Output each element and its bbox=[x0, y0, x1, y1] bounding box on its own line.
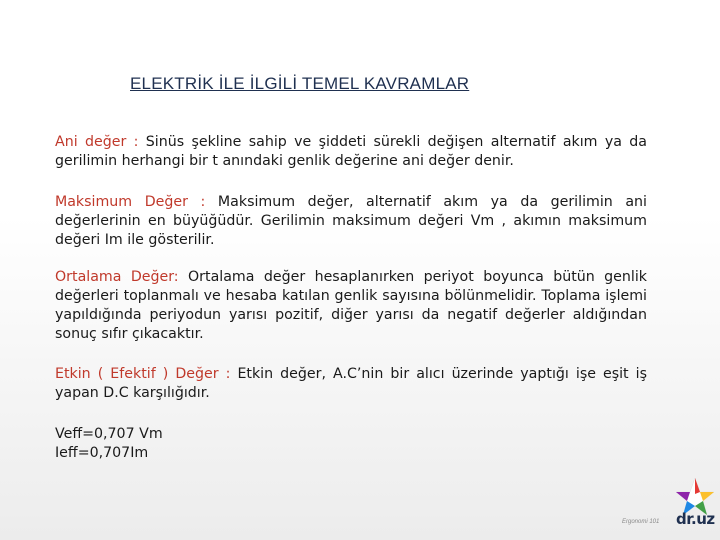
definition-ani-deger bbox=[55, 133, 647, 171]
term-label: Maksimum Değer : bbox=[55, 194, 206, 210]
term-label: Etkin ( Efektif ) Değer : bbox=[55, 366, 231, 382]
footer-label: Ergonomi 101 bbox=[622, 519, 660, 525]
definition-text: Maksimum değer, alternatif akım ya da gerilimin ani değerlerinin en büyüğüdür. Gerilimin maksimum değeri Vm , akımın maksimum değeri Im ile gösterilir. bbox=[55, 194, 647, 248]
definition-etkin-deger bbox=[55, 365, 647, 403]
logo-wordmark: dr.uz bbox=[676, 510, 715, 528]
formula-ieff: Ieff=0,707Im bbox=[55, 445, 149, 461]
definition-text: Sinüs şekline sahip ve şiddeti sürekli değişen alternatif akım ya da gerilimin herhangi bir t anındaki genlik değerine ani değer denir. bbox=[55, 134, 647, 169]
definition-maksimum-deger bbox=[55, 193, 647, 250]
term-label: Ani değer : bbox=[55, 134, 139, 150]
definition-text: Ortalama değer hesaplanırken periyot boyunca bütün genlik değerleri toplanmalı ve hesaba katılan genlik sayısına bölünmelidir. Toplama işlemi yapıldığında periyodun yarısı pozitif, diğer yarısı da negatif değerler aldığından sonuç sıfır çıkacaktır. bbox=[55, 269, 648, 342]
term-label: Ortalama Değer: bbox=[55, 269, 179, 285]
formula-veff: Veff=0,707 Vm bbox=[55, 426, 163, 442]
definition-ortalama-deger bbox=[55, 268, 647, 344]
page-title: ELEKTRİK İLE İLGİLİ TEMEL KAVRAMLAR bbox=[130, 74, 470, 93]
definition-text: Etkin değer, A.C’nin bir alıcı üzerinde yaptığı işe eşit iş yapan D.C karşılığıdır. bbox=[55, 366, 647, 401]
